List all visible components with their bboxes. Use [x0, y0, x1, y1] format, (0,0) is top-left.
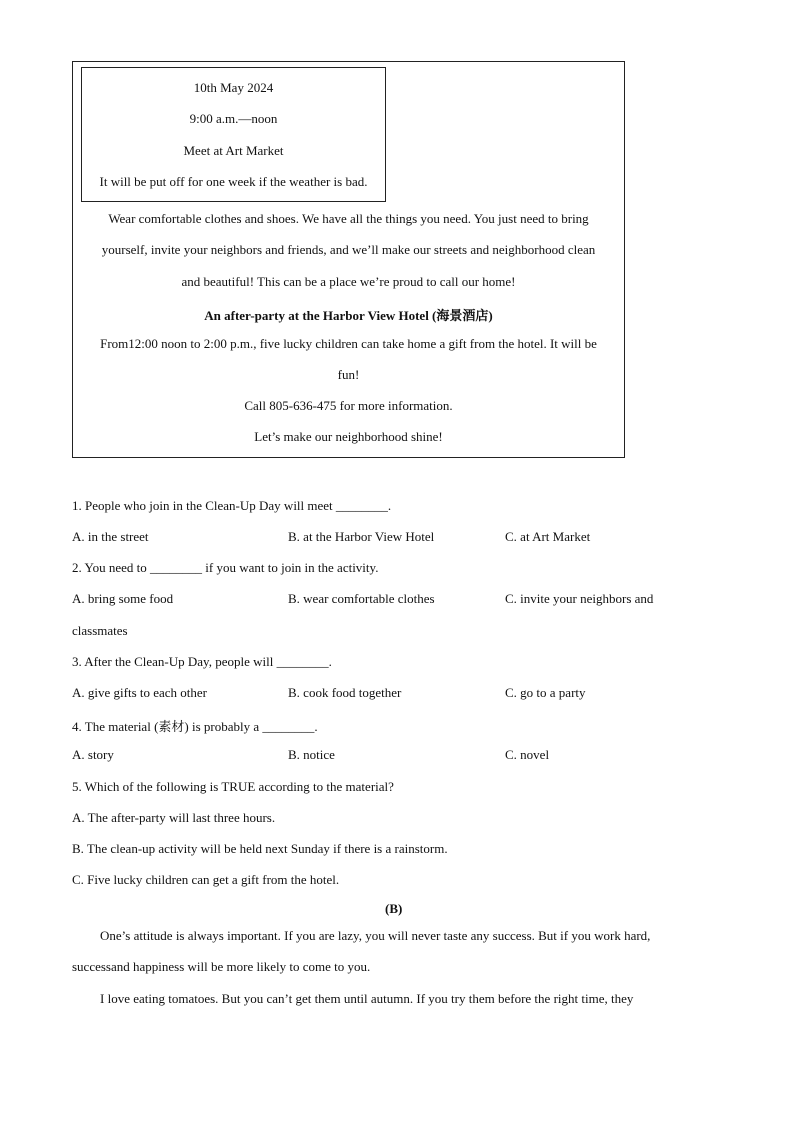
q1-option-c: C. at Art Market: [505, 529, 591, 544]
question-3: 3. After the Clean-Up Day, people will ________.: [72, 654, 332, 669]
notice-time: 9:00 a.m.—noon: [189, 111, 278, 126]
section-b-paragraph-line: One’s attitude is always important. If you are lazy, you will never taste any success. But if you work hard,: [100, 928, 651, 943]
q2-option-c-continued: classmates: [72, 623, 128, 638]
q2-option-a: A. bring some food: [72, 591, 174, 606]
q4-option-a: A. story: [72, 747, 114, 762]
q5-option-a: A. The after-party will last three hours.: [72, 810, 276, 825]
notice-date: 10th May 2024: [193, 80, 274, 95]
q2-option-b: B. wear comfortable clothes: [288, 591, 435, 606]
question-4: 4. The material (素材) is probably a ________.: [72, 719, 318, 734]
question-1: 1. People who join in the Clean-Up Day will meet ________.: [72, 498, 392, 513]
section-b-heading: (B): [385, 901, 403, 916]
question-2: 2. You need to ________ if you want to join in the activity.: [72, 560, 379, 575]
party-line: fun!: [337, 367, 360, 382]
party-title: An after-party at the Harbor View Hotel (海景酒店): [204, 308, 493, 323]
q2-option-c: C. invite your neighbors and: [505, 591, 654, 606]
q1-option-a: A. in the street: [72, 529, 149, 544]
q4-option-b: B. notice: [288, 747, 335, 762]
q5-option-c: C. Five lucky children can get a gift from the hotel.: [72, 872, 340, 887]
notice-weather: It will be put off for one week if the weather is bad.: [99, 174, 368, 189]
notice-body-line: Wear comfortable clothes and shoes. We have all the things you need. You just need to bring: [108, 211, 589, 226]
q5-option-b: B. The clean-up activity will be held next Sunday if there is a rainstorm.: [72, 841, 448, 856]
section-b-paragraph-line: successand happiness will be more likely to come to you.: [72, 959, 371, 974]
notice-body-line: yourself, invite your neighbors and friends, and we’ll make our streets and neighborhood clean: [101, 242, 596, 257]
q3-option-c: C. go to a party: [505, 685, 586, 700]
call-info: Call 805-636-475 for more information.: [244, 398, 453, 413]
q4-option-c: C. novel: [505, 747, 550, 762]
q3-option-a: A. give gifts to each other: [72, 685, 208, 700]
party-line: From12:00 noon to 2:00 p.m., five lucky children can take home a gift from the hotel. It will be: [100, 336, 597, 351]
section-b-paragraph-line: I love eating tomatoes. But you can’t get them until autumn. If you try them before the right time, they: [100, 991, 634, 1006]
question-5: 5. Which of the following is TRUE according to the material?: [72, 779, 394, 794]
notice-place: Meet at Art Market: [183, 143, 284, 158]
slogan: Let’s make our neighborhood shine!: [254, 429, 443, 444]
q1-option-b: B. at the Harbor View Hotel: [288, 529, 435, 544]
q3-option-b: B. cook food together: [288, 685, 402, 700]
notice-body-line: and beautiful! This can be a place we’re proud to call our home!: [181, 274, 516, 289]
